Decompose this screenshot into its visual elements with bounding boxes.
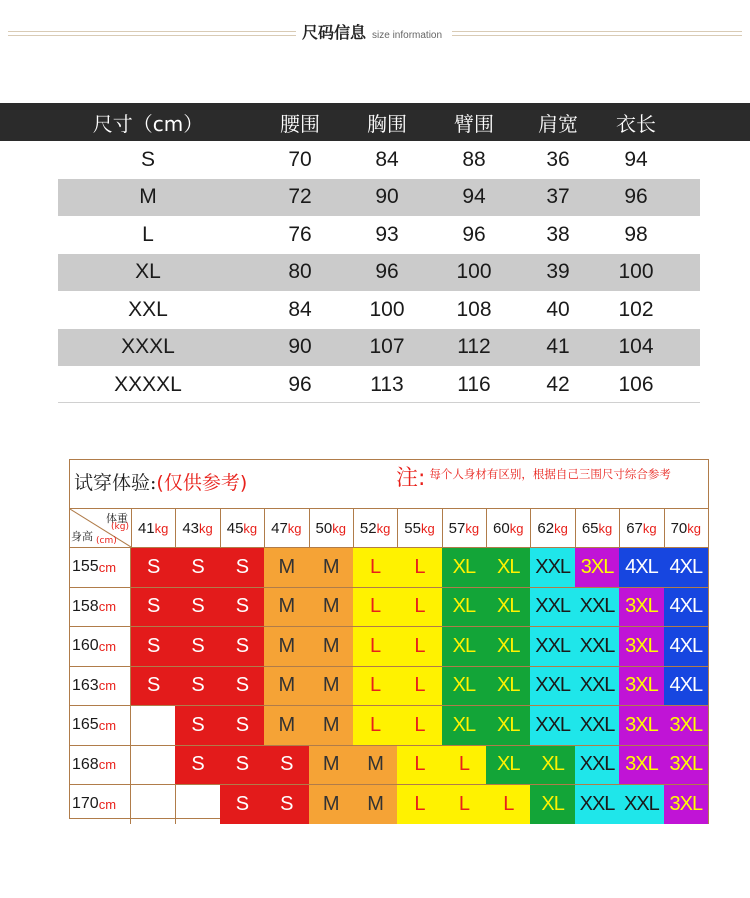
header-right-rule [452,31,742,36]
height-unit: cm [98,796,117,812]
height-unit: cm [98,638,117,654]
fit-row [70,587,708,627]
size-cell: S [175,548,220,587]
size-cell: XXL [575,706,620,745]
size-cell: XL [486,548,531,587]
size-cell: 3XL [575,548,620,587]
size-cell: XL [442,627,487,666]
size-cell: S [175,706,220,745]
weight-unit: kg [598,520,613,536]
weight-unit: kg [376,520,391,536]
note-mark: 注: [396,466,426,491]
cell-length: 106 [618,372,654,396]
size-cell: M [309,667,354,706]
table-row [58,254,700,292]
weight-header-cell [264,509,309,547]
cell-waist: 96 [288,372,312,396]
size-cell: S [131,588,176,627]
weight-header-cell [397,509,442,547]
size-cell: S [175,746,220,785]
size-cell: 4XL [619,548,664,587]
weight-value: 52 [359,519,377,537]
size-cell: L [353,548,398,587]
size-cell: M [353,785,398,824]
fit-row [70,705,708,745]
corner-weight-unit: (kg) [111,522,129,532]
table-row [0,216,750,254]
weight-header-cell [309,509,354,547]
col-header-length: 衣长 [616,111,656,136]
cell-shoulder: 40 [546,297,570,321]
cell-length: 100 [618,260,654,284]
height-cell [70,548,131,587]
size-cell: M [353,746,398,785]
col-header-size: 尺寸（cm） [92,111,204,136]
weight-unit: kg [420,520,435,536]
cell-size: XXXL [121,335,175,359]
cell-shoulder: 39 [546,260,570,284]
size-cell: L [397,785,442,824]
cell-length: 94 [624,147,648,171]
size-cell: L [442,785,487,824]
corner-height-label: 身高 [71,530,93,543]
size-cell: S [131,667,176,706]
size-cell: L [353,667,398,706]
cell-shoulder: 38 [546,222,570,246]
size-cell: S [175,667,220,706]
corner-weight-label: 体重 [106,512,128,525]
weight-unit: kg [509,520,524,536]
weight-header-cell [575,509,620,547]
size-cell: M [264,627,309,666]
weight-value: 70 [670,519,688,537]
size-cell: L [442,746,487,785]
size-cell: 3XL [664,706,709,745]
cell-shoulder: 37 [546,185,570,209]
height-unit: cm [98,559,117,575]
height-cell [70,627,131,666]
fit-row [70,547,708,587]
cell-size: S [140,147,155,171]
size-cell: M [264,667,309,706]
size-cell: M [309,706,354,745]
cell-shoulder: 36 [546,147,570,171]
size-cell: 3XL [619,667,664,706]
size-cell: XXL [530,548,575,587]
cell-length: 96 [624,185,648,209]
weight-value: 50 [315,519,333,537]
cell-size: XL [135,260,161,284]
weight-header-cell [353,509,398,547]
size-cell: XL [442,588,487,627]
size-table-body [0,141,750,404]
weight-value: 47 [271,519,288,537]
empty-cell [131,706,176,745]
cell-arm: 116 [457,372,491,396]
height-unit: cm [98,757,117,773]
height-value: 163 [72,676,99,694]
size-cell: XXL [575,588,620,627]
size-cell: L [353,627,398,666]
weight-header-cell [131,509,176,547]
size-cell: XL [486,667,531,706]
height-cell [70,746,131,785]
table-row [58,179,700,217]
cell-size: XXXXL [114,372,182,396]
cell-chest: 93 [375,222,399,246]
cell-chest: 107 [369,335,405,359]
size-cell: XXL [530,667,575,706]
height-cell [70,588,131,627]
size-cell: L [353,588,398,627]
size-cell: XXL [575,785,620,824]
cell-chest: 100 [369,297,405,321]
cell-chest: 90 [375,185,399,209]
weight-unit: kg [199,520,213,536]
fit-chart-title [74,468,247,495]
fit-row [70,626,708,666]
size-cell: 4XL [664,548,709,587]
col-header-chest: 胸围 [367,111,407,136]
height-value: 160 [72,637,99,655]
weight-header-cell [442,509,487,547]
weight-header-cell [619,509,664,547]
fit-row [70,666,708,706]
weight-value: 60 [493,519,510,537]
header-title [296,20,448,42]
fit-title-note: (仅供参考) [156,472,248,494]
weight-header-cell [175,509,220,547]
cell-size: M [139,185,157,209]
size-cell: 4XL [664,588,709,627]
cell-arm: 94 [462,185,486,209]
cell-waist: 80 [288,260,312,284]
height-value: 168 [72,755,99,773]
col-header-waist: 腰围 [280,111,320,136]
size-cell: 3XL [619,627,664,666]
cell-waist: 76 [288,222,312,246]
size-cell: XXL [575,667,620,706]
size-cell: M [309,548,354,587]
weight-header-cell [530,509,575,547]
weight-value: 65 [581,519,599,537]
size-cell: XXL [530,627,575,666]
size-cell: L [397,588,442,627]
size-cell: L [397,706,442,745]
weight-unit: kg [687,520,701,536]
height-cell [70,785,131,824]
fit-row [70,784,708,824]
weight-value: 45 [226,519,244,537]
empty-cell [131,785,176,824]
weight-unit: kg [332,520,346,536]
height-cell [70,667,131,706]
size-cell: S [175,627,220,666]
cell-arm: 112 [457,335,491,359]
size-cell: M [309,746,354,785]
height-value: 155 [72,558,99,576]
size-table-bottom-rule [58,402,700,403]
cell-arm: 96 [462,222,486,246]
corner-height-unit: (cm) [96,536,117,546]
weight-unit: kg [642,520,657,536]
size-cell: S [175,588,220,627]
size-cell: L [486,785,531,824]
height-cell [70,706,131,745]
cell-waist: 72 [288,185,312,209]
weight-header-cell [486,509,531,547]
weight-unit: kg [154,520,169,536]
size-cell: M [309,627,354,666]
size-cell: XL [486,746,531,785]
size-cell: M [309,588,354,627]
size-cell: M [309,785,354,824]
size-table-header [0,103,750,141]
cell-length: 104 [618,335,654,359]
size-cell: S [220,746,265,785]
height-unit: cm [98,717,117,733]
size-cell: S [220,627,265,666]
corner-cell [70,509,132,547]
size-cell: 3XL [619,746,664,785]
size-cell: S [220,706,265,745]
size-cell: XXL [530,706,575,745]
size-cell: XXL [619,785,664,824]
cell-size: L [142,222,154,246]
size-cell: 3XL [619,706,664,745]
size-cell: L [397,627,442,666]
cell-arm: 108 [456,297,492,321]
fit-grid-header [70,508,708,547]
weight-header-cell [664,509,709,547]
size-cell: 4XL [664,627,709,666]
section-header [0,18,750,44]
size-cell: XXL [575,746,620,785]
height-value: 170 [72,795,99,813]
cell-length: 98 [624,222,648,246]
height-unit: cm [98,678,117,694]
size-cell: 3XL [664,746,709,785]
height-unit: cm [98,599,117,615]
size-cell: L [397,548,442,587]
col-header-arm: 臂围 [454,111,494,136]
cell-chest: 113 [370,372,404,396]
size-cell: XL [486,627,531,666]
size-cell: L [397,746,442,785]
cell-shoulder: 41 [546,335,570,359]
size-cell: M [264,588,309,627]
size-cell: XL [486,588,531,627]
table-row [58,329,700,367]
weight-value: 55 [404,519,421,537]
weight-unit: kg [287,520,302,536]
size-cell: S [264,785,309,824]
header-title-zh: 尺码信息 [302,23,367,42]
weight-value: 41 [137,519,155,537]
size-cell: M [264,548,309,587]
weight-unit: kg [243,520,258,536]
size-cell: XXL [530,588,575,627]
weight-value: 43 [182,519,200,537]
weight-value: 62 [537,519,555,537]
size-cell: XL [486,706,531,745]
size-cell: L [353,706,398,745]
size-cell: XL [442,667,487,706]
size-cell: 4XL [664,667,709,706]
empty-cell [175,785,220,824]
size-cell: S [131,627,176,666]
size-cell: XL [442,548,487,587]
cell-chest: 84 [375,147,399,171]
size-cell: S [220,785,265,824]
fit-title-text: 试穿体验: [74,472,157,494]
size-cell: M [264,706,309,745]
fit-chart-note [396,466,689,492]
weight-unit: kg [465,520,480,536]
cell-waist: 90 [288,335,312,359]
size-cell: S [220,548,265,587]
cell-chest: 96 [375,260,399,284]
header-title-en: size information [372,30,443,41]
cell-waist: 70 [288,147,312,171]
size-cell: XL [442,706,487,745]
size-cell: XXL [575,627,620,666]
size-cell: S [264,746,309,785]
cell-waist: 84 [288,297,312,321]
table-row [0,291,750,329]
cell-arm: 100 [456,260,492,284]
cell-arm: 88 [462,147,486,171]
weight-value: 57 [448,519,466,537]
weight-unit: kg [554,520,568,536]
size-cell: S [220,667,265,706]
table-row [0,141,750,179]
size-table [0,103,750,404]
cell-size: XXL [128,297,168,321]
size-cell: L [397,667,442,706]
note-text: 每个人身材有区别，根据自己三围尺寸综合参考 [429,467,671,481]
table-row [0,366,750,404]
size-cell: XL [530,785,575,824]
size-cell: XL [530,746,575,785]
empty-cell [131,746,176,785]
size-cell: 3XL [619,588,664,627]
col-header-shoulder: 肩宽 [538,111,578,136]
fit-row [70,745,708,785]
height-value: 158 [72,597,99,615]
fit-grid [70,508,708,824]
weight-header-cell [220,509,265,547]
cell-length: 102 [618,297,654,321]
fit-chart [69,459,709,819]
cell-shoulder: 42 [546,372,570,396]
header-left-rule [8,31,296,36]
height-value: 165 [72,716,99,734]
size-cell: S [220,588,265,627]
weight-value: 67 [626,519,643,537]
size-cell: S [131,548,176,587]
size-cell: 3XL [664,785,709,824]
